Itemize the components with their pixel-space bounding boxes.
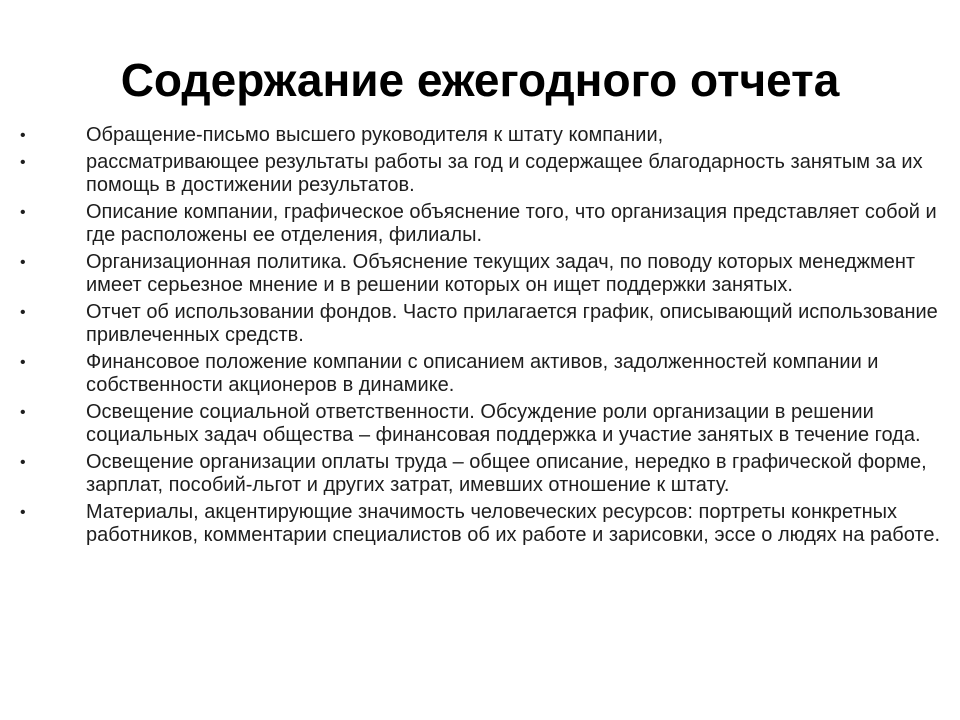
list-item [20,124,940,147]
bullet-icon: • [20,154,26,171]
list-item [20,301,940,347]
list-item-text: Отчет об использовании фондов. Часто прилагается график, описывающий использование привлеченных средств. [86,301,938,346]
bullet-icon: • [20,254,26,271]
list-item [20,401,940,447]
list-item-text: рассматривающее результаты работы за год и содержащее благодарность занятым за их помощь в достижении результатов. [86,151,923,196]
list-item [20,151,940,197]
bullet-icon: • [20,504,26,521]
list-item-text: Описание компании, графическое объяснение того, что организация представляет собой и где расположены ее отделения, филиалы. [86,201,937,246]
bullet-icon: • [20,404,26,421]
list-item-text: Организационная политика. Объяснение текущих задач, по поводу которых менеджмент имеет серьезное мнение и в решении которых он ищет поддержки занятых. [86,251,916,296]
list-item [20,351,940,397]
list-item-text: Материалы, акцентирующие значимость человеческих ресурсов: портреты конкретных работников, комментарии специалистов об их работе и зарисовки, эссе о людях на работе. [86,501,940,546]
bullet-icon: • [20,127,26,144]
list-item-text: Освещение социальной ответственности. Обсуждение роли организации в решении социальных задач общества – финансовая поддержка и участие занятых в течение года. [86,401,921,446]
list-item-text: Обращение-письмо высшего руководителя к штату компании, [86,124,664,146]
bullet-icon: • [20,354,26,371]
list-item [20,501,940,547]
bullet-icon: • [20,454,26,471]
bullet-icon: • [20,204,26,221]
list-item-text: Освещение организации оплаты труда – общее описание, нередко в графической форме, зарплат, пособий-льгот и других затрат, имевших отношение к штату. [86,451,927,496]
bullet-icon: • [20,304,26,321]
list-item-text: Финансовое положение компании с описанием активов, задолженностей компании и собственности акционеров в динамике. [86,351,879,396]
list-item [20,451,940,497]
list-item [20,201,940,247]
bullet-list [20,124,940,551]
list-item [20,251,940,297]
slide-title: Содержание ежегодного отчета [120,54,840,106]
